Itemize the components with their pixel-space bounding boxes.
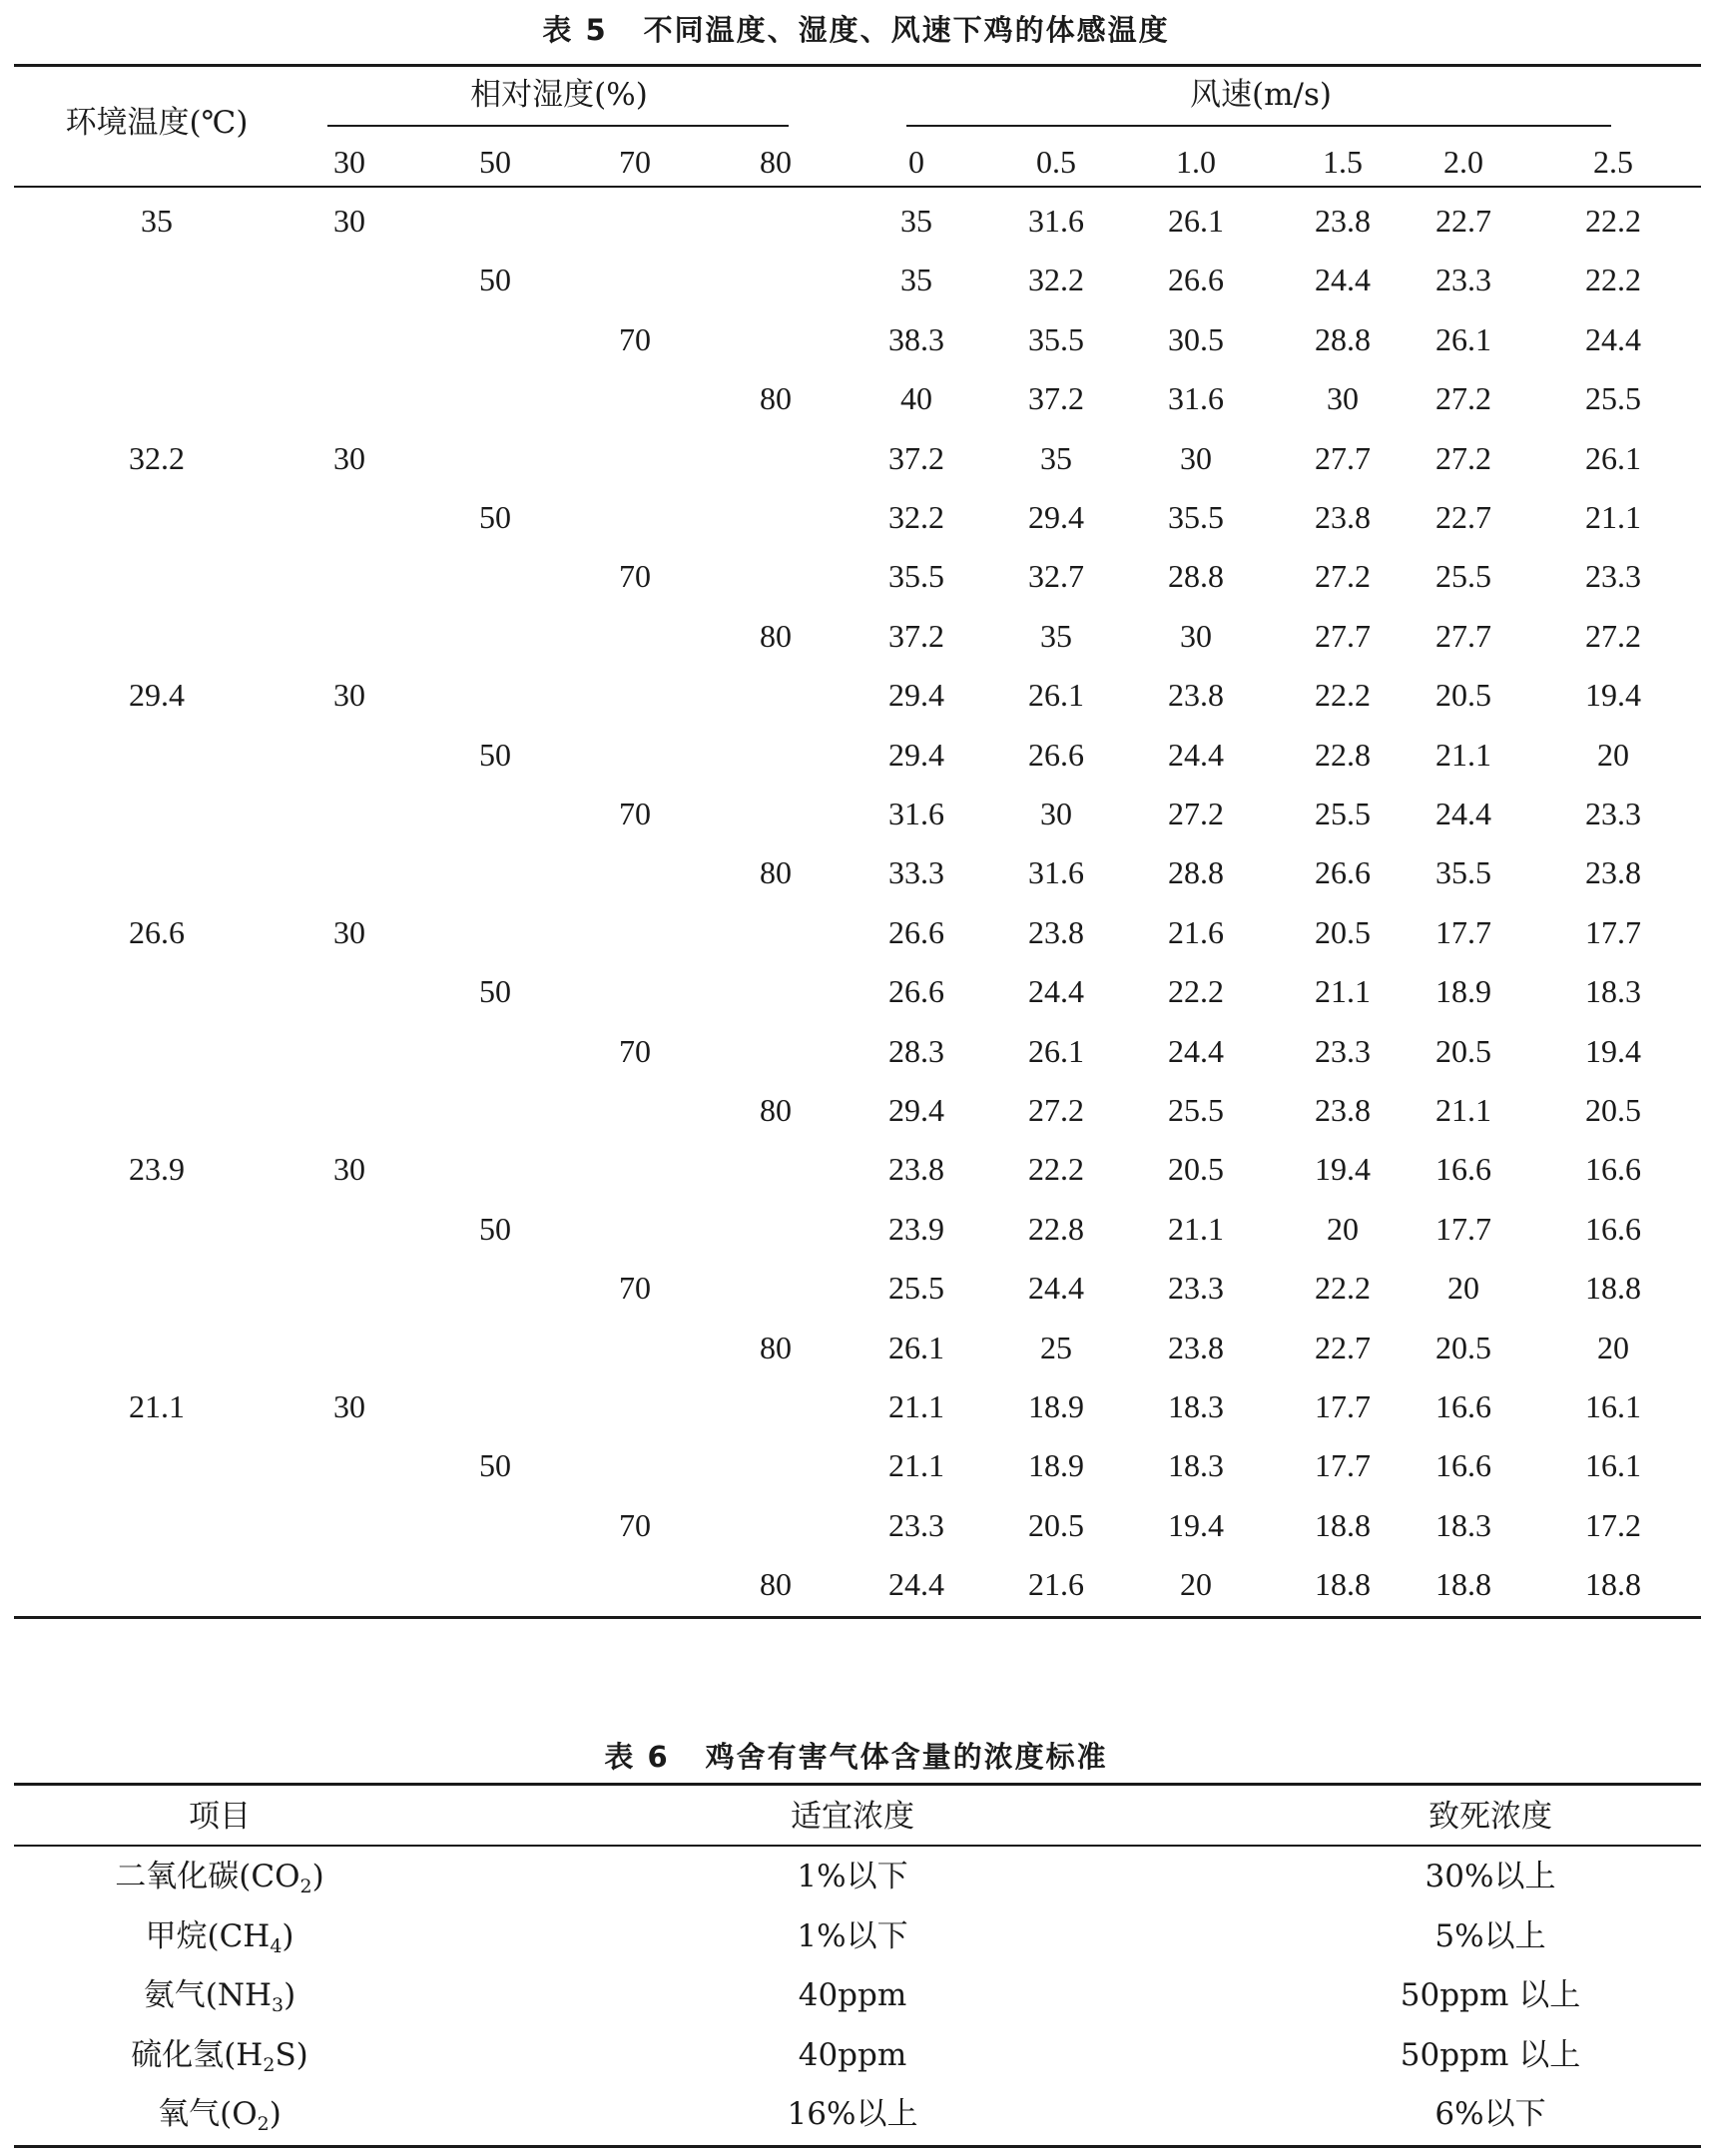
felt-temp-cell: 26.1 xyxy=(1028,1032,1084,1069)
felt-temp-cell: 24.4 xyxy=(1028,1270,1084,1307)
env-temp-cell: 26.6 xyxy=(129,913,185,950)
felt-temp-cell: 27.2 xyxy=(1168,796,1224,831)
table6-header-lethal: 致死浓度 xyxy=(1428,1799,1552,1835)
humidity-level-header: 70 xyxy=(619,144,651,180)
env-temp-cell: 21.1 xyxy=(129,1388,185,1424)
suitable-concentration-cell: 1%以下 xyxy=(797,1917,908,1954)
env-temp-cell: 32.2 xyxy=(129,439,185,476)
felt-temp-cell: 17.2 xyxy=(1585,1506,1641,1543)
gas-name-text: 氨气(NH xyxy=(143,1977,273,2013)
table6-caption-text: 鸡舍有害气体含量的浓度标准 xyxy=(705,1740,1108,1774)
felt-temp-cell: 23.8 xyxy=(1028,913,1084,950)
table6-caption xyxy=(0,1735,1712,1776)
felt-temp-cell: 35 xyxy=(1040,439,1072,476)
humidity-header-underline xyxy=(327,125,789,127)
felt-temp-cell: 23.8 xyxy=(1168,677,1224,714)
felt-temp-cell: 18.8 xyxy=(1315,1566,1371,1603)
humidity-cell: 80 xyxy=(760,380,792,417)
felt-temp-cell: 16.1 xyxy=(1585,1388,1641,1424)
felt-temp-cell: 20.5 xyxy=(1435,677,1491,714)
felt-temp-cell: 18.3 xyxy=(1168,1447,1224,1484)
env-temp-cell: 29.4 xyxy=(129,677,185,714)
felt-temp-cell: 24.4 xyxy=(1168,1032,1224,1069)
felt-temp-cell: 25.5 xyxy=(1585,380,1641,417)
felt-temp-cell: 18.8 xyxy=(1315,1506,1371,1543)
felt-temp-cell: 37.2 xyxy=(888,439,944,476)
felt-temp-cell: 28.3 xyxy=(888,1032,944,1069)
felt-temp-cell: 20 xyxy=(1597,1329,1629,1365)
felt-temp-cell: 21.1 xyxy=(1435,736,1491,773)
wind-header: 风速(m/s) xyxy=(1190,77,1332,113)
table6-top-rule xyxy=(14,1783,1701,1786)
humidity-cell: 80 xyxy=(760,1566,792,1603)
env-temp-cell: 35 xyxy=(141,203,173,239)
felt-temp-cell: 25 xyxy=(1040,1329,1072,1365)
felt-temp-cell: 30 xyxy=(1327,380,1359,417)
felt-temp-cell: 23.9 xyxy=(888,1210,944,1247)
felt-temp-cell: 20.5 xyxy=(1168,1151,1224,1188)
gas-name-text: 甲烷(CH xyxy=(145,1917,271,1954)
gas-name-close: ) xyxy=(269,2096,282,2132)
gas-item-cell xyxy=(115,1859,324,1897)
felt-temp-cell: 32.7 xyxy=(1028,558,1084,595)
felt-temp-cell: 23.8 xyxy=(888,1151,944,1188)
humidity-cell: 50 xyxy=(479,499,511,535)
felt-temp-cell: 22.8 xyxy=(1028,1210,1084,1247)
humidity-cell: 70 xyxy=(619,1270,651,1307)
felt-temp-cell: 20 xyxy=(1597,736,1629,773)
humidity-cell: 50 xyxy=(479,1447,511,1484)
table5-caption-number: 表 5 xyxy=(542,13,608,47)
felt-temp-cell: 26.6 xyxy=(888,973,944,1010)
felt-temp-cell: 22.2 xyxy=(1315,677,1371,714)
felt-temp-cell: 31.6 xyxy=(1028,854,1084,891)
lethal-concentration-cell: 50ppm 以上 xyxy=(1400,2036,1581,2073)
gas-name-close: S) xyxy=(275,2036,308,2073)
felt-temp-cell: 32.2 xyxy=(888,499,944,535)
felt-temp-cell: 20 xyxy=(1447,1270,1479,1307)
felt-temp-cell: 22.2 xyxy=(1168,973,1224,1010)
felt-temp-cell: 27.7 xyxy=(1315,617,1371,654)
table5-top-rule xyxy=(14,64,1701,67)
env-temp-cell: 23.9 xyxy=(129,1151,185,1188)
felt-temp-cell: 28.8 xyxy=(1168,558,1224,595)
felt-temp-cell: 20 xyxy=(1327,1210,1359,1247)
gas-name-close: ) xyxy=(284,1977,296,2013)
felt-temp-cell: 26.1 xyxy=(888,1329,944,1365)
humidity-cell: 70 xyxy=(619,796,651,831)
felt-temp-cell: 17.7 xyxy=(1435,913,1491,950)
felt-temp-cell: 20.5 xyxy=(1585,1092,1641,1128)
felt-temp-cell: 22.7 xyxy=(1435,499,1491,535)
humidity-cell: 30 xyxy=(333,1388,365,1424)
gas-name-text: 氧气(O xyxy=(158,2096,258,2132)
felt-temp-cell: 29.4 xyxy=(1028,499,1084,535)
felt-temp-cell: 26.6 xyxy=(1168,262,1224,298)
felt-temp-cell: 23.3 xyxy=(1435,262,1491,298)
felt-temp-cell: 30 xyxy=(1040,796,1072,831)
felt-temp-cell: 28.8 xyxy=(1168,854,1224,891)
humidity-cell: 80 xyxy=(760,1092,792,1128)
felt-temp-cell: 33.3 xyxy=(888,854,944,891)
felt-temp-cell: 31.6 xyxy=(1168,380,1224,417)
felt-temp-cell: 35.5 xyxy=(1168,499,1224,535)
wind-level-header: 0.5 xyxy=(1036,144,1076,180)
felt-temp-cell: 27.7 xyxy=(1435,617,1491,654)
gas-name-text: 硫化氢(H xyxy=(131,2036,264,2073)
felt-temp-cell: 21.1 xyxy=(1315,973,1371,1010)
lethal-concentration-cell: 6%以下 xyxy=(1434,2096,1546,2132)
felt-temp-cell: 26.6 xyxy=(1315,854,1371,891)
felt-temp-cell: 21.1 xyxy=(888,1388,944,1424)
felt-temp-cell: 30.5 xyxy=(1168,320,1224,357)
humidity-cell: 50 xyxy=(479,736,511,773)
felt-temp-cell: 23.8 xyxy=(1168,1329,1224,1365)
table6-header-rule xyxy=(14,1845,1701,1847)
felt-temp-cell: 38.3 xyxy=(888,320,944,357)
felt-temp-cell: 27.2 xyxy=(1435,439,1491,476)
suitable-concentration-cell: 40ppm xyxy=(798,2036,907,2073)
table5-bottom-rule xyxy=(14,1616,1701,1619)
felt-temp-cell: 26.1 xyxy=(1028,677,1084,714)
felt-temp-cell: 17.7 xyxy=(1435,1210,1491,1247)
felt-temp-cell: 24.4 xyxy=(1028,973,1084,1010)
felt-temp-cell: 21.6 xyxy=(1168,913,1224,950)
felt-temp-cell: 17.7 xyxy=(1315,1447,1371,1484)
gas-formula-subscript: 2 xyxy=(257,2113,270,2135)
lethal-concentration-cell: 50ppm 以上 xyxy=(1400,1977,1581,2013)
felt-temp-cell: 22.2 xyxy=(1585,262,1641,298)
table6-caption-number: 表 6 xyxy=(604,1740,670,1774)
felt-temp-cell: 26.1 xyxy=(1435,320,1491,357)
humidity-cell: 80 xyxy=(760,617,792,654)
table6-header-suitable: 适宜浓度 xyxy=(791,1799,914,1835)
gas-item-cell xyxy=(131,2036,308,2076)
felt-temp-cell: 21.1 xyxy=(1435,1092,1491,1128)
table5-header-rule xyxy=(14,186,1701,188)
felt-temp-cell: 21.6 xyxy=(1028,1566,1084,1603)
felt-temp-cell: 24.4 xyxy=(1315,262,1371,298)
felt-temp-cell: 24.4 xyxy=(888,1566,944,1603)
felt-temp-cell: 24.4 xyxy=(1435,796,1491,831)
felt-temp-cell: 35.5 xyxy=(1028,320,1084,357)
env-temp-header: 环境温度(℃) xyxy=(65,105,249,141)
felt-temp-cell: 16.6 xyxy=(1435,1151,1491,1188)
felt-temp-cell: 26.6 xyxy=(1028,736,1084,773)
felt-temp-cell: 35 xyxy=(900,203,932,239)
table6-header-item: 项目 xyxy=(189,1799,251,1835)
felt-temp-cell: 19.4 xyxy=(1315,1151,1371,1188)
humidity-level-header: 50 xyxy=(479,144,511,180)
felt-temp-cell: 20 xyxy=(1180,1566,1212,1603)
felt-temp-cell: 23.3 xyxy=(1315,1032,1371,1069)
gas-formula-subscript: 3 xyxy=(272,1994,285,2016)
felt-temp-cell: 18.3 xyxy=(1435,1506,1491,1543)
gas-formula-subscript: 2 xyxy=(263,2053,276,2076)
wind-level-header: 0 xyxy=(908,144,924,180)
felt-temp-cell: 23.3 xyxy=(888,1506,944,1543)
felt-temp-cell: 28.8 xyxy=(1315,320,1371,357)
felt-temp-cell: 18.8 xyxy=(1585,1270,1641,1307)
table6-bottom-rule xyxy=(14,2145,1701,2148)
felt-temp-cell: 23.3 xyxy=(1585,558,1641,595)
felt-temp-cell: 26.6 xyxy=(888,913,944,950)
felt-temp-cell: 16.6 xyxy=(1585,1210,1641,1247)
gas-name-close: ) xyxy=(311,1859,324,1894)
felt-temp-cell: 18.3 xyxy=(1168,1388,1224,1424)
felt-temp-cell: 22.2 xyxy=(1315,1270,1371,1307)
humidity-cell: 30 xyxy=(333,439,365,476)
humidity-cell: 50 xyxy=(479,1210,511,1247)
felt-temp-cell: 19.4 xyxy=(1585,677,1641,714)
humidity-cell: 70 xyxy=(619,1032,651,1069)
felt-temp-cell: 20.5 xyxy=(1028,1506,1084,1543)
suitable-concentration-cell: 16%以上 xyxy=(787,2096,918,2132)
felt-temp-cell: 16.1 xyxy=(1585,1447,1641,1484)
felt-temp-cell: 24.4 xyxy=(1168,736,1224,773)
felt-temp-cell: 23.8 xyxy=(1315,1092,1371,1128)
felt-temp-cell: 31.6 xyxy=(888,796,944,831)
felt-temp-cell: 20.5 xyxy=(1435,1329,1491,1365)
felt-temp-cell: 17.7 xyxy=(1315,1388,1371,1424)
felt-temp-cell: 25.5 xyxy=(1435,558,1491,595)
felt-temp-cell: 27.7 xyxy=(1315,439,1371,476)
felt-temp-cell: 24.4 xyxy=(1585,320,1641,357)
gas-formula-subscript: 2 xyxy=(299,1876,312,1897)
felt-temp-cell: 21.1 xyxy=(1168,1210,1224,1247)
felt-temp-cell: 37.2 xyxy=(888,617,944,654)
felt-temp-cell: 23.8 xyxy=(1315,499,1371,535)
felt-temp-cell: 29.4 xyxy=(888,1092,944,1128)
felt-temp-cell: 16.6 xyxy=(1435,1447,1491,1484)
felt-temp-cell: 18.9 xyxy=(1435,973,1491,1010)
felt-temp-cell: 32.2 xyxy=(1028,262,1084,298)
felt-temp-cell: 35 xyxy=(1040,617,1072,654)
felt-temp-cell: 21.1 xyxy=(888,1447,944,1484)
felt-temp-cell: 20.5 xyxy=(1315,913,1371,950)
gas-item-cell xyxy=(158,2096,282,2135)
felt-temp-cell: 31.6 xyxy=(1028,203,1084,239)
felt-temp-cell: 29.4 xyxy=(888,677,944,714)
felt-temp-cell: 17.7 xyxy=(1585,913,1641,950)
felt-temp-cell: 26.1 xyxy=(1585,439,1641,476)
felt-temp-cell: 23.8 xyxy=(1315,203,1371,239)
felt-temp-cell: 23.8 xyxy=(1585,854,1641,891)
humidity-cell: 70 xyxy=(619,1506,651,1543)
felt-temp-cell: 27.2 xyxy=(1028,1092,1084,1128)
felt-temp-cell: 35.5 xyxy=(888,558,944,595)
felt-temp-cell: 20.5 xyxy=(1435,1032,1491,1069)
felt-temp-cell: 25.5 xyxy=(1315,796,1371,831)
wind-level-header: 2.0 xyxy=(1443,144,1483,180)
felt-temp-cell: 35 xyxy=(900,262,932,298)
humidity-level-header: 30 xyxy=(333,144,365,180)
suitable-concentration-cell: 1%以下 xyxy=(797,1859,908,1894)
felt-temp-cell: 40 xyxy=(900,380,932,417)
felt-temp-cell: 35.5 xyxy=(1435,854,1491,891)
felt-temp-cell: 22.8 xyxy=(1315,736,1371,773)
humidity-cell: 50 xyxy=(479,262,511,298)
felt-temp-cell: 18.9 xyxy=(1028,1447,1084,1484)
felt-temp-cell: 22.2 xyxy=(1028,1151,1084,1188)
suitable-concentration-cell: 40ppm xyxy=(798,1977,907,2013)
gas-formula-subscript: 4 xyxy=(270,1934,283,1957)
humidity-level-header: 80 xyxy=(760,144,792,180)
felt-temp-cell: 19.4 xyxy=(1168,1506,1224,1543)
felt-temp-cell: 30 xyxy=(1180,617,1212,654)
humidity-cell: 30 xyxy=(333,1151,365,1188)
lethal-concentration-cell: 5%以上 xyxy=(1434,1917,1546,1954)
felt-temp-cell: 27.2 xyxy=(1585,617,1641,654)
felt-temp-cell: 22.7 xyxy=(1315,1329,1371,1365)
lethal-concentration-cell: 30%以上 xyxy=(1425,1859,1556,1894)
felt-temp-cell: 16.6 xyxy=(1585,1151,1641,1188)
humidity-cell: 30 xyxy=(333,913,365,950)
gas-name-close: ) xyxy=(282,1917,294,1954)
felt-temp-cell: 21.1 xyxy=(1585,499,1641,535)
wind-level-header: 1.5 xyxy=(1323,144,1363,180)
felt-temp-cell: 37.2 xyxy=(1028,380,1084,417)
wind-level-header: 1.0 xyxy=(1176,144,1216,180)
felt-temp-cell: 16.6 xyxy=(1435,1388,1491,1424)
table5-caption xyxy=(0,8,1712,49)
felt-temp-cell: 27.2 xyxy=(1315,558,1371,595)
felt-temp-cell: 27.2 xyxy=(1435,380,1491,417)
felt-temp-cell: 18.8 xyxy=(1585,1566,1641,1603)
felt-temp-cell: 22.7 xyxy=(1435,203,1491,239)
gas-item-cell xyxy=(145,1917,294,1957)
felt-temp-cell: 18.9 xyxy=(1028,1388,1084,1424)
felt-temp-cell: 19.4 xyxy=(1585,1032,1641,1069)
felt-temp-cell: 26.1 xyxy=(1168,203,1224,239)
table5-caption-text: 不同温度、湿度、风速下鸡的体感温度 xyxy=(643,13,1170,47)
gas-item-cell xyxy=(143,1977,296,2016)
felt-temp-cell: 18.3 xyxy=(1585,973,1641,1010)
felt-temp-cell: 18.8 xyxy=(1435,1566,1491,1603)
humidity-cell: 80 xyxy=(760,854,792,891)
humidity-cell: 70 xyxy=(619,320,651,357)
humidity-header: 相对湿度(%) xyxy=(470,77,648,113)
humidity-cell: 30 xyxy=(333,203,365,239)
felt-temp-cell: 23.3 xyxy=(1585,796,1641,831)
felt-temp-cell: 25.5 xyxy=(1168,1092,1224,1128)
humidity-cell: 70 xyxy=(619,558,651,595)
gas-name-text: 二氧化碳(CO xyxy=(115,1859,300,1894)
wind-header-underline xyxy=(906,125,1611,127)
felt-temp-cell: 29.4 xyxy=(888,736,944,773)
humidity-cell: 80 xyxy=(760,1329,792,1365)
humidity-cell: 50 xyxy=(479,973,511,1010)
wind-level-header: 2.5 xyxy=(1593,144,1633,180)
felt-temp-cell: 23.3 xyxy=(1168,1270,1224,1307)
felt-temp-cell: 25.5 xyxy=(888,1270,944,1307)
felt-temp-cell: 30 xyxy=(1180,439,1212,476)
felt-temp-cell: 22.2 xyxy=(1585,203,1641,239)
humidity-cell: 30 xyxy=(333,677,365,714)
